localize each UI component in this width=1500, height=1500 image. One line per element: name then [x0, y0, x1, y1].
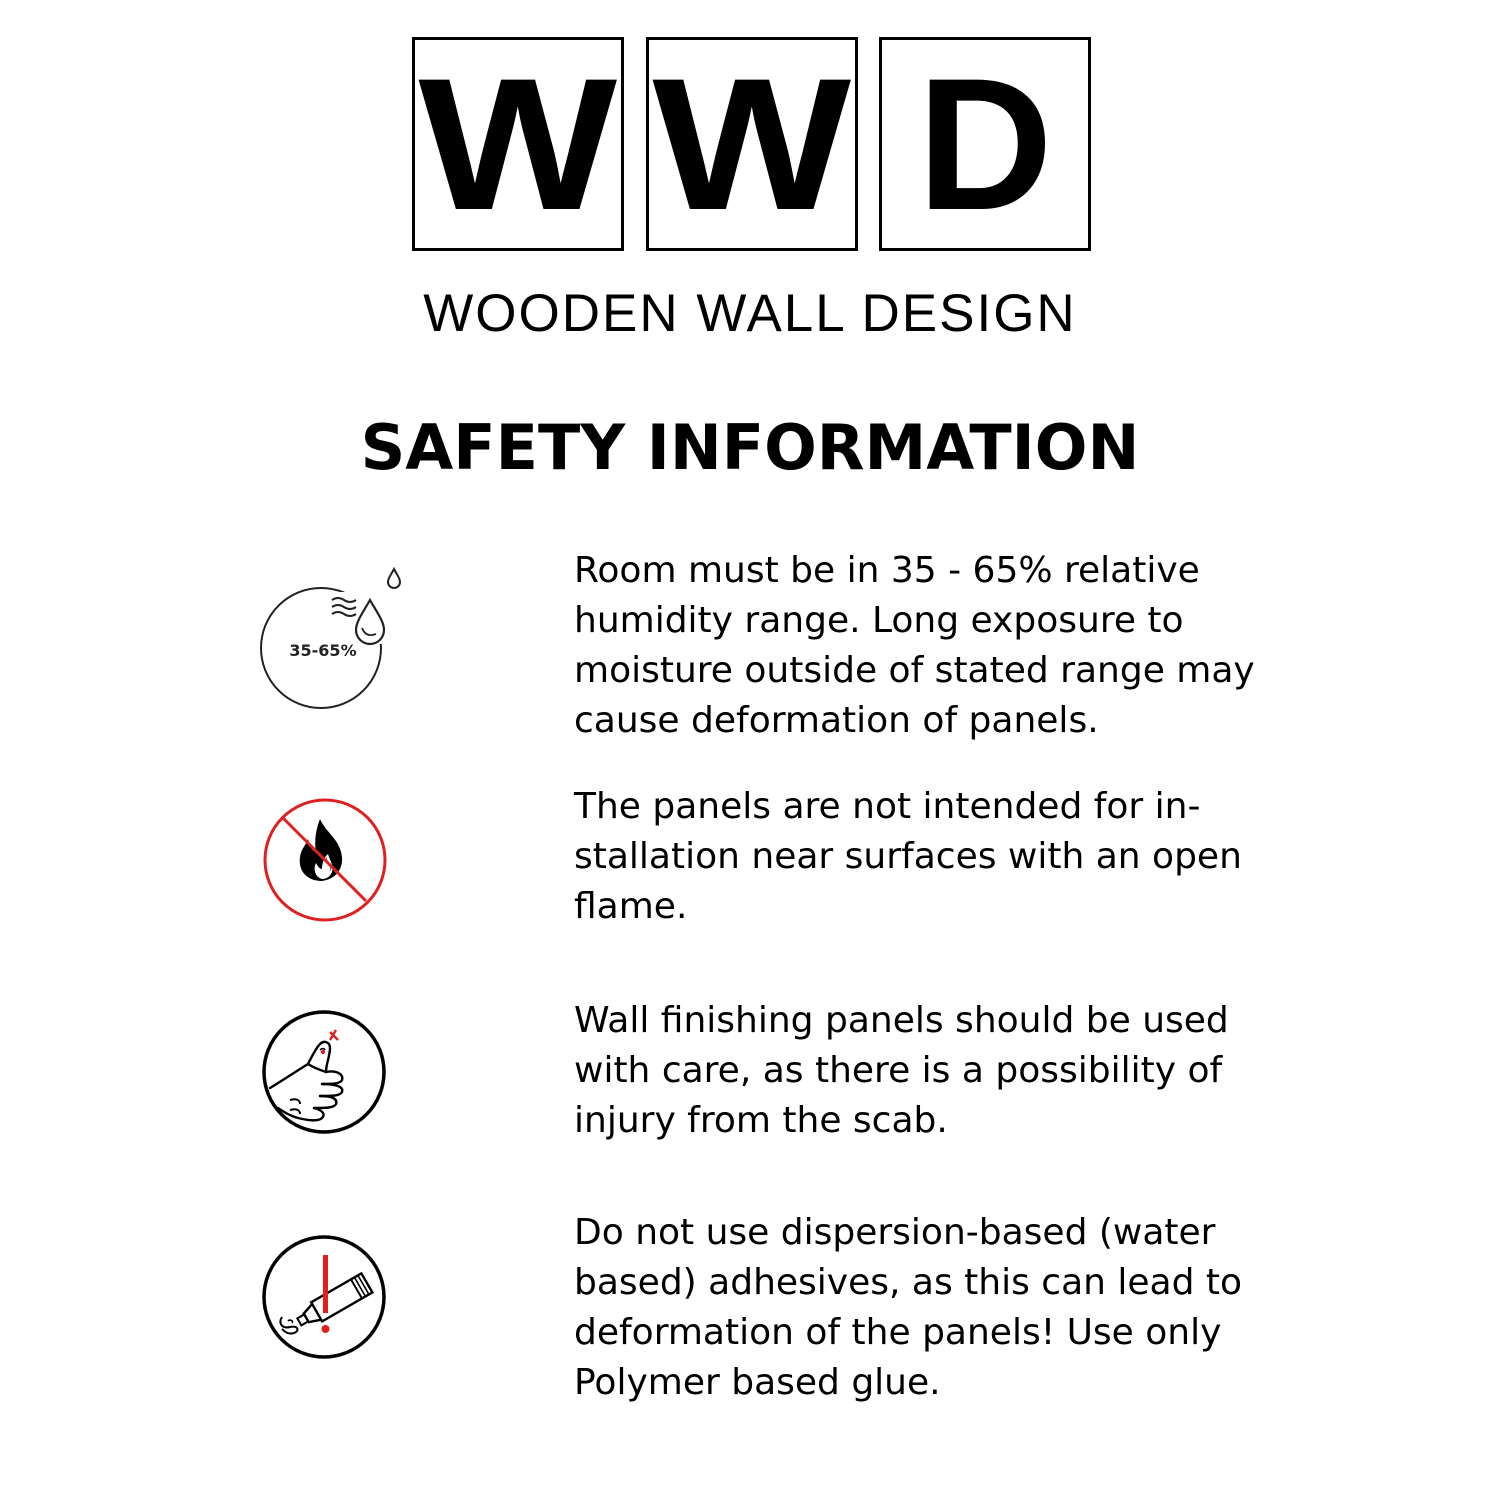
logo-letter-box: [879, 37, 1091, 251]
logo-letter-box: [646, 37, 858, 251]
safety-item-text: Wall finishing panels should be used with care, as there is a possibility of injury from the scab.: [574, 1000, 1229, 1141]
brand-name: WOODEN WALL DESIGN: [423, 284, 1077, 343]
humidity-icon: [258, 580, 388, 710]
logo-letter: D: [917, 39, 1053, 249]
glue-warning-icon: [260, 1233, 390, 1363]
page-title: SAFETY INFORMATION: [360, 411, 1140, 484]
safety-item-text: Room must be in 35 - 65% relative humidity range. Long exposure to moisture outside of stated range may cause deformation of panels.: [574, 550, 1255, 741]
brand-logo: [412, 37, 1092, 251]
no-flame-icon: [260, 797, 390, 927]
safety-item-text: Do not use dispersion-based (water based) adhesives, as this can lead to deformation of the panels! Use only Polymer based glue.: [574, 1212, 1243, 1403]
logo-letter: W: [418, 39, 618, 249]
safety-item-text: The panels are not intended for in- stallation near surfaces with an open flame.: [574, 786, 1242, 927]
humidity-range-label: 35-65%: [289, 641, 357, 660]
finger-injury-icon: [260, 1008, 390, 1138]
logo-letter: W: [652, 39, 852, 249]
small-drop-icon: [384, 566, 404, 592]
logo-letter-box: [412, 37, 624, 251]
